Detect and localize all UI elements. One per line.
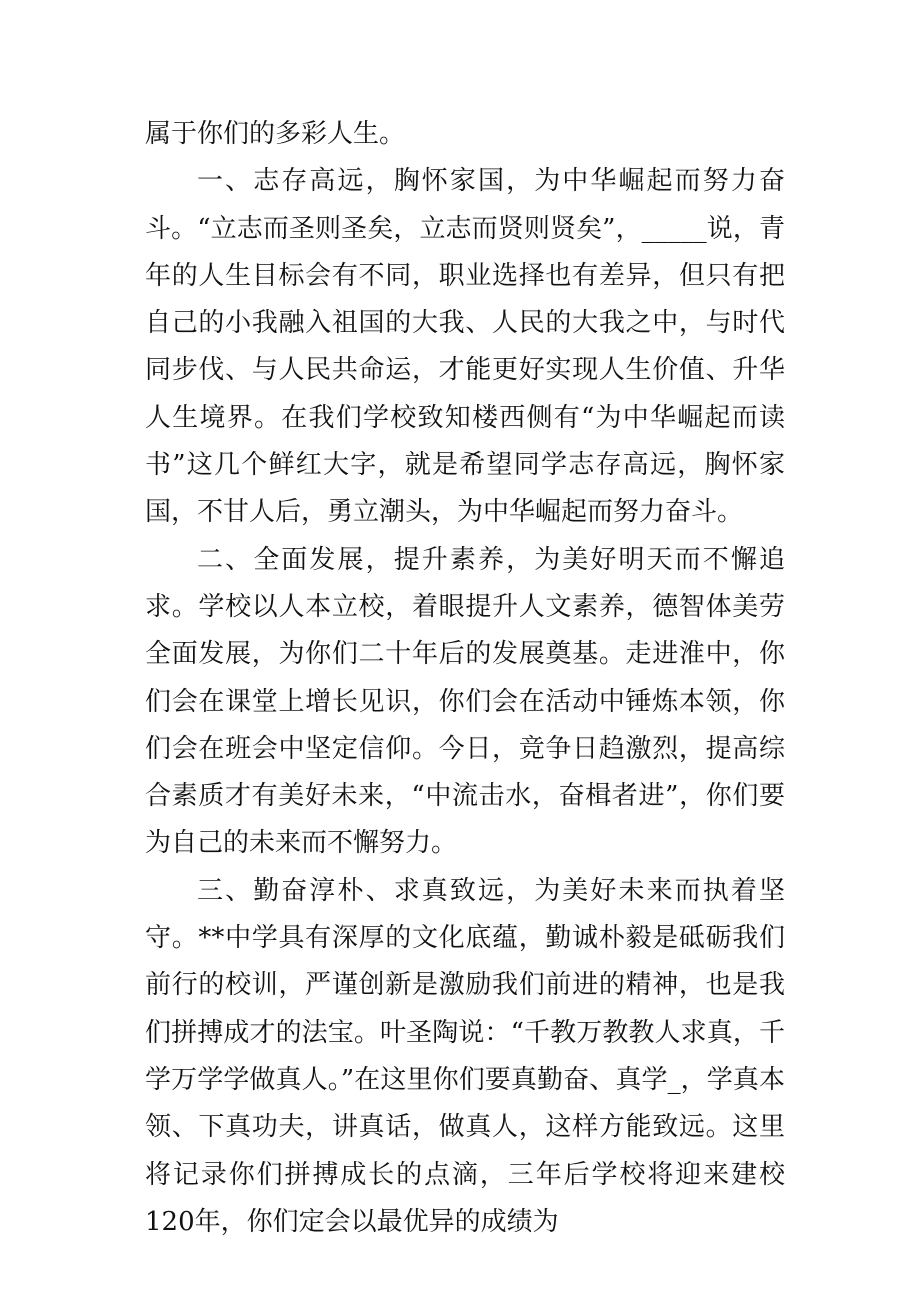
paragraph-1: 属于你们的多彩人生。 xyxy=(145,119,406,149)
document-body xyxy=(145,111,785,1246)
paragraph-4: 三、勤奋淳朴、求真致远，为美好未来而执着坚守。**中学具有深厚的文化底蕴，勤诚朴毅是砥砺我们前行的校训，严谨创新是激励我们前进的精神，也是我们拼搏成才的法宝。叶圣陶说：“千教万教教人求真，千学万学学做真人。”在这里你们要真勤奋、真学_，学真本领、下真功夫，讲真话，做真人，这样方能致远。这里将记录你们拼搏成长的点滴，三年后学校将迎来建校120年，你们定会以最优异的成绩为 xyxy=(145,875,785,1237)
paragraph-3: 二、全面发展，提升素养，为美好明天而不懈追求。学校以人本立校，着眼提升人文素养，德智体美劳全面发展，为你们二十年后的发展奠基。走进淮中，你们会在课堂上增长见识，你们会在活动中锤炼本领，你们会在班会中坚定信仰。今日，竞争日趋激烈，提高综合素质才有美好未来，“中流击水，奋楫者进”，你们要为自己的未来而不懈努力。 xyxy=(145,544,785,859)
paragraph-2: 一、志存高远，胸怀家国，为中华崛起而努力奋斗。“立志而圣则圣矣，立志而贤则贤矣”，_____说，青年的人生目标会有不同，职业选择也有差异，但只有把自己的小我融入祖国的大我、人民的大我之中，与时代同步伐、与人民共命运，才能更好实现人生价值、升华人生境界。在我们学校致知楼西侧有“为中华崛起而读书”这几个鲜红大字，就是希望同学志存高远，胸怀家国，不甘人后，勇立潮头，为中华崛起而努力奋斗。 xyxy=(145,166,785,528)
